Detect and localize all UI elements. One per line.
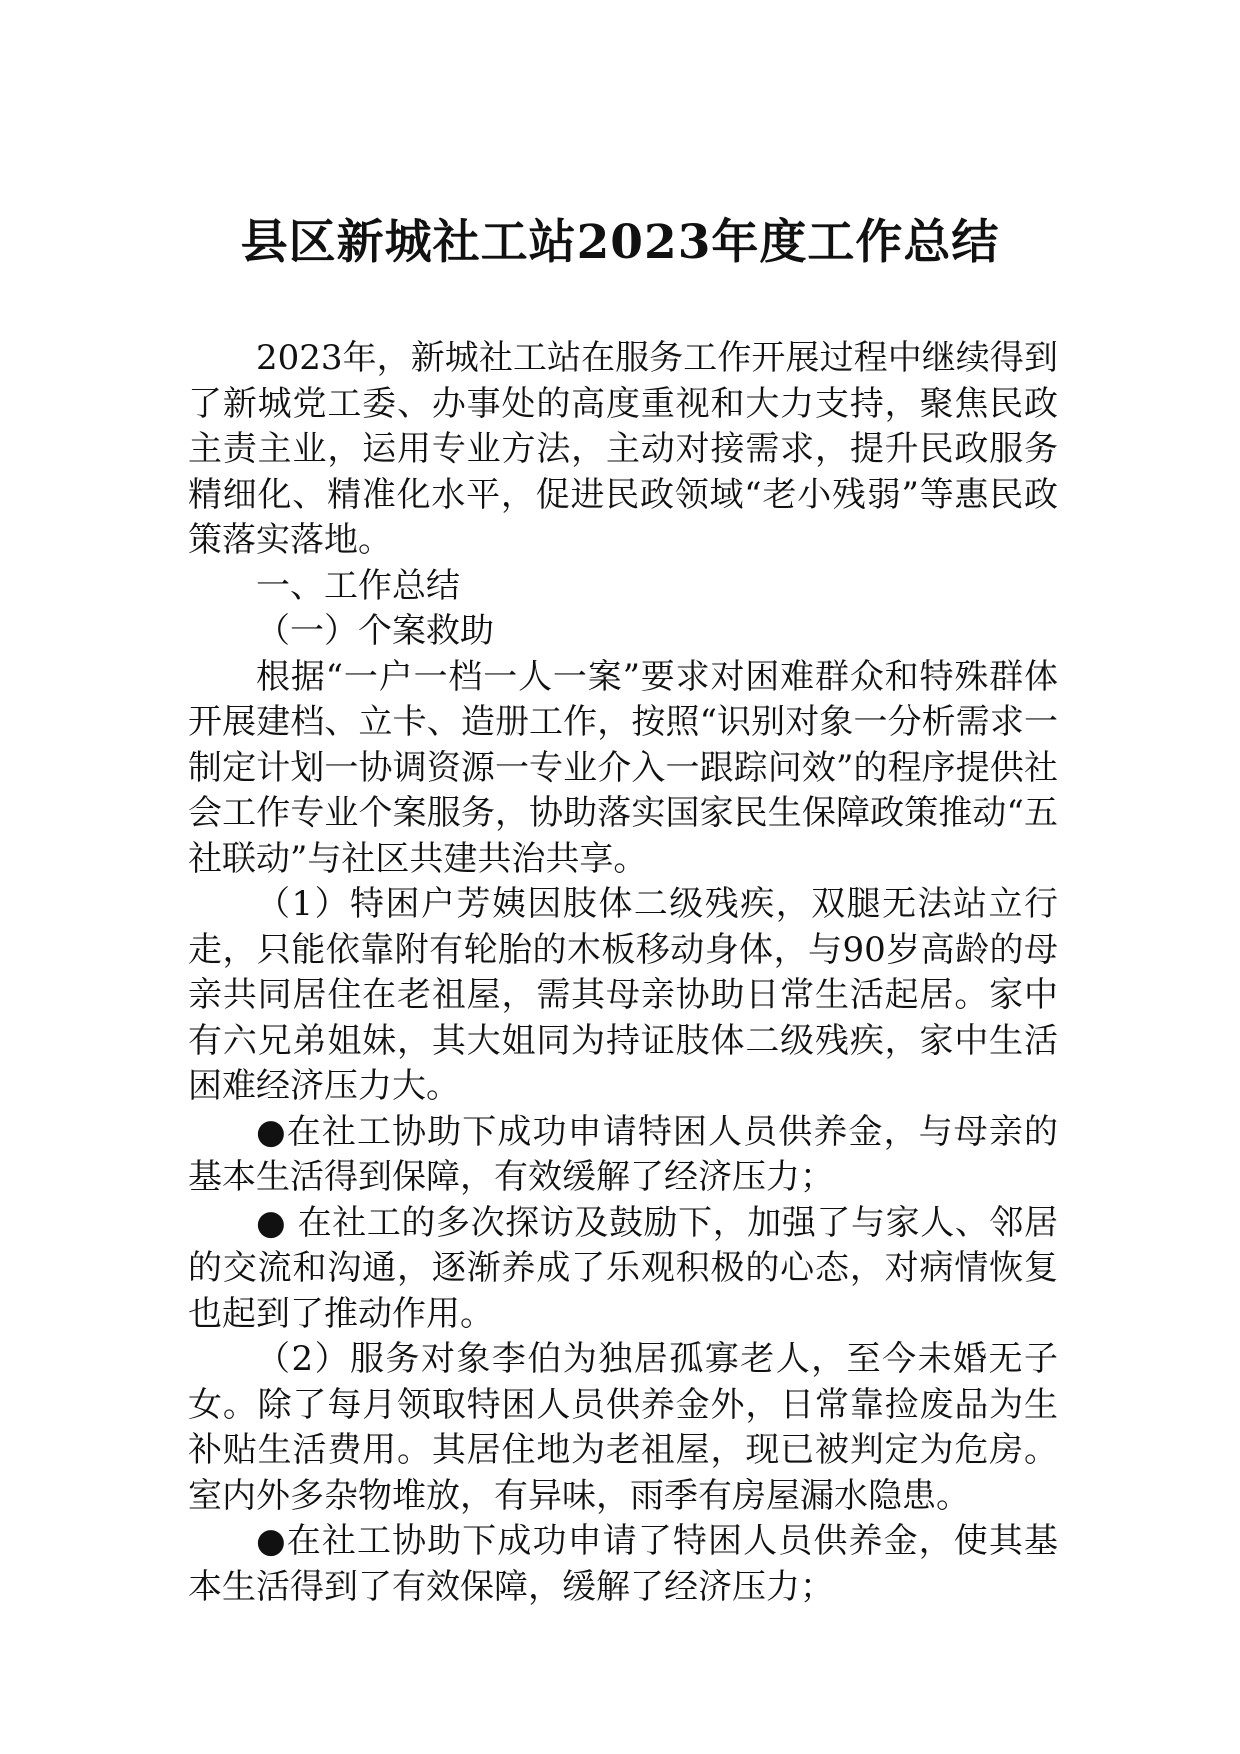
case-2-bullet-1: ●在社工协助下成功申请了特困人员供养金，使其基本生活得到了有效保障，缓解了经济压力； — [188, 1521, 1058, 1607]
intro-paragraph: 2023年，新城社工站在服务工作开展过程中继续得到了新城党工委、办事处的高度重视和大力支持，聚焦民政主责主业，运用专业方法，主动对接需求，提升民政服务精细化、精准化水平，促进民政领域“老小残弱”等惠民政策落实落地。 — [188, 338, 1058, 560]
case-assistance-paragraph: 根据“一户一档一人一案”要求对困难群众和特殊群体开展建档、立卡、造册工作，按照“识别对象一分析需求一制定计划一协调资源一专业介入一跟踪问效”的程序提供社会工作专业个案服务，协助落实国家民生保障政策推动“五社联动”与社区共建共治共享。 — [188, 656, 1058, 879]
case-1-bullet-1: ●在社工协助下成功申请特困人员供养金，与母亲的基本生活得到保障，有效缓解了经济压力； — [188, 1111, 1058, 1197]
section-heading-work-summary: 一、工作总结 — [256, 565, 460, 606]
case-1-paragraph: （1）特困户芳姨因肢体二级残疾，双腿无法站立行走，只能依靠附有轮胎的木板移动身体，与90岁高龄的母亲共同居住在老祖屋，需其母亲协助日常生活起居。家中有六兄弟姐妹，其大姐同为持证肢体二级残疾，家中生活困难经济压力大。 — [188, 884, 1058, 1106]
document-title: 县区新城社工站2023年度工作总结 — [240, 215, 1000, 270]
case-1-bullet-2: ● 在社工的多次探访及鼓励下，加强了与家人、邻居的交流和沟通，逐渐养成了乐观积极的心态，对病情恢复也起到了推动作用。 — [188, 1202, 1058, 1334]
case-2-paragraph: （2）服务对象李伯为独居孤寡老人，至今未婚无子女。除了每月领取特困人员供养金外，日常靠捡废品为生补贴生活费用。其居住地为老祖屋，现已被判定为危房。室内外多杂物堆放，有异味，雨季有房屋漏水隐患。 — [188, 1339, 1058, 1516]
document-body — [188, 336, 1058, 1610]
subsection-heading-case-assistance: （一）个案救助 — [256, 611, 494, 651]
